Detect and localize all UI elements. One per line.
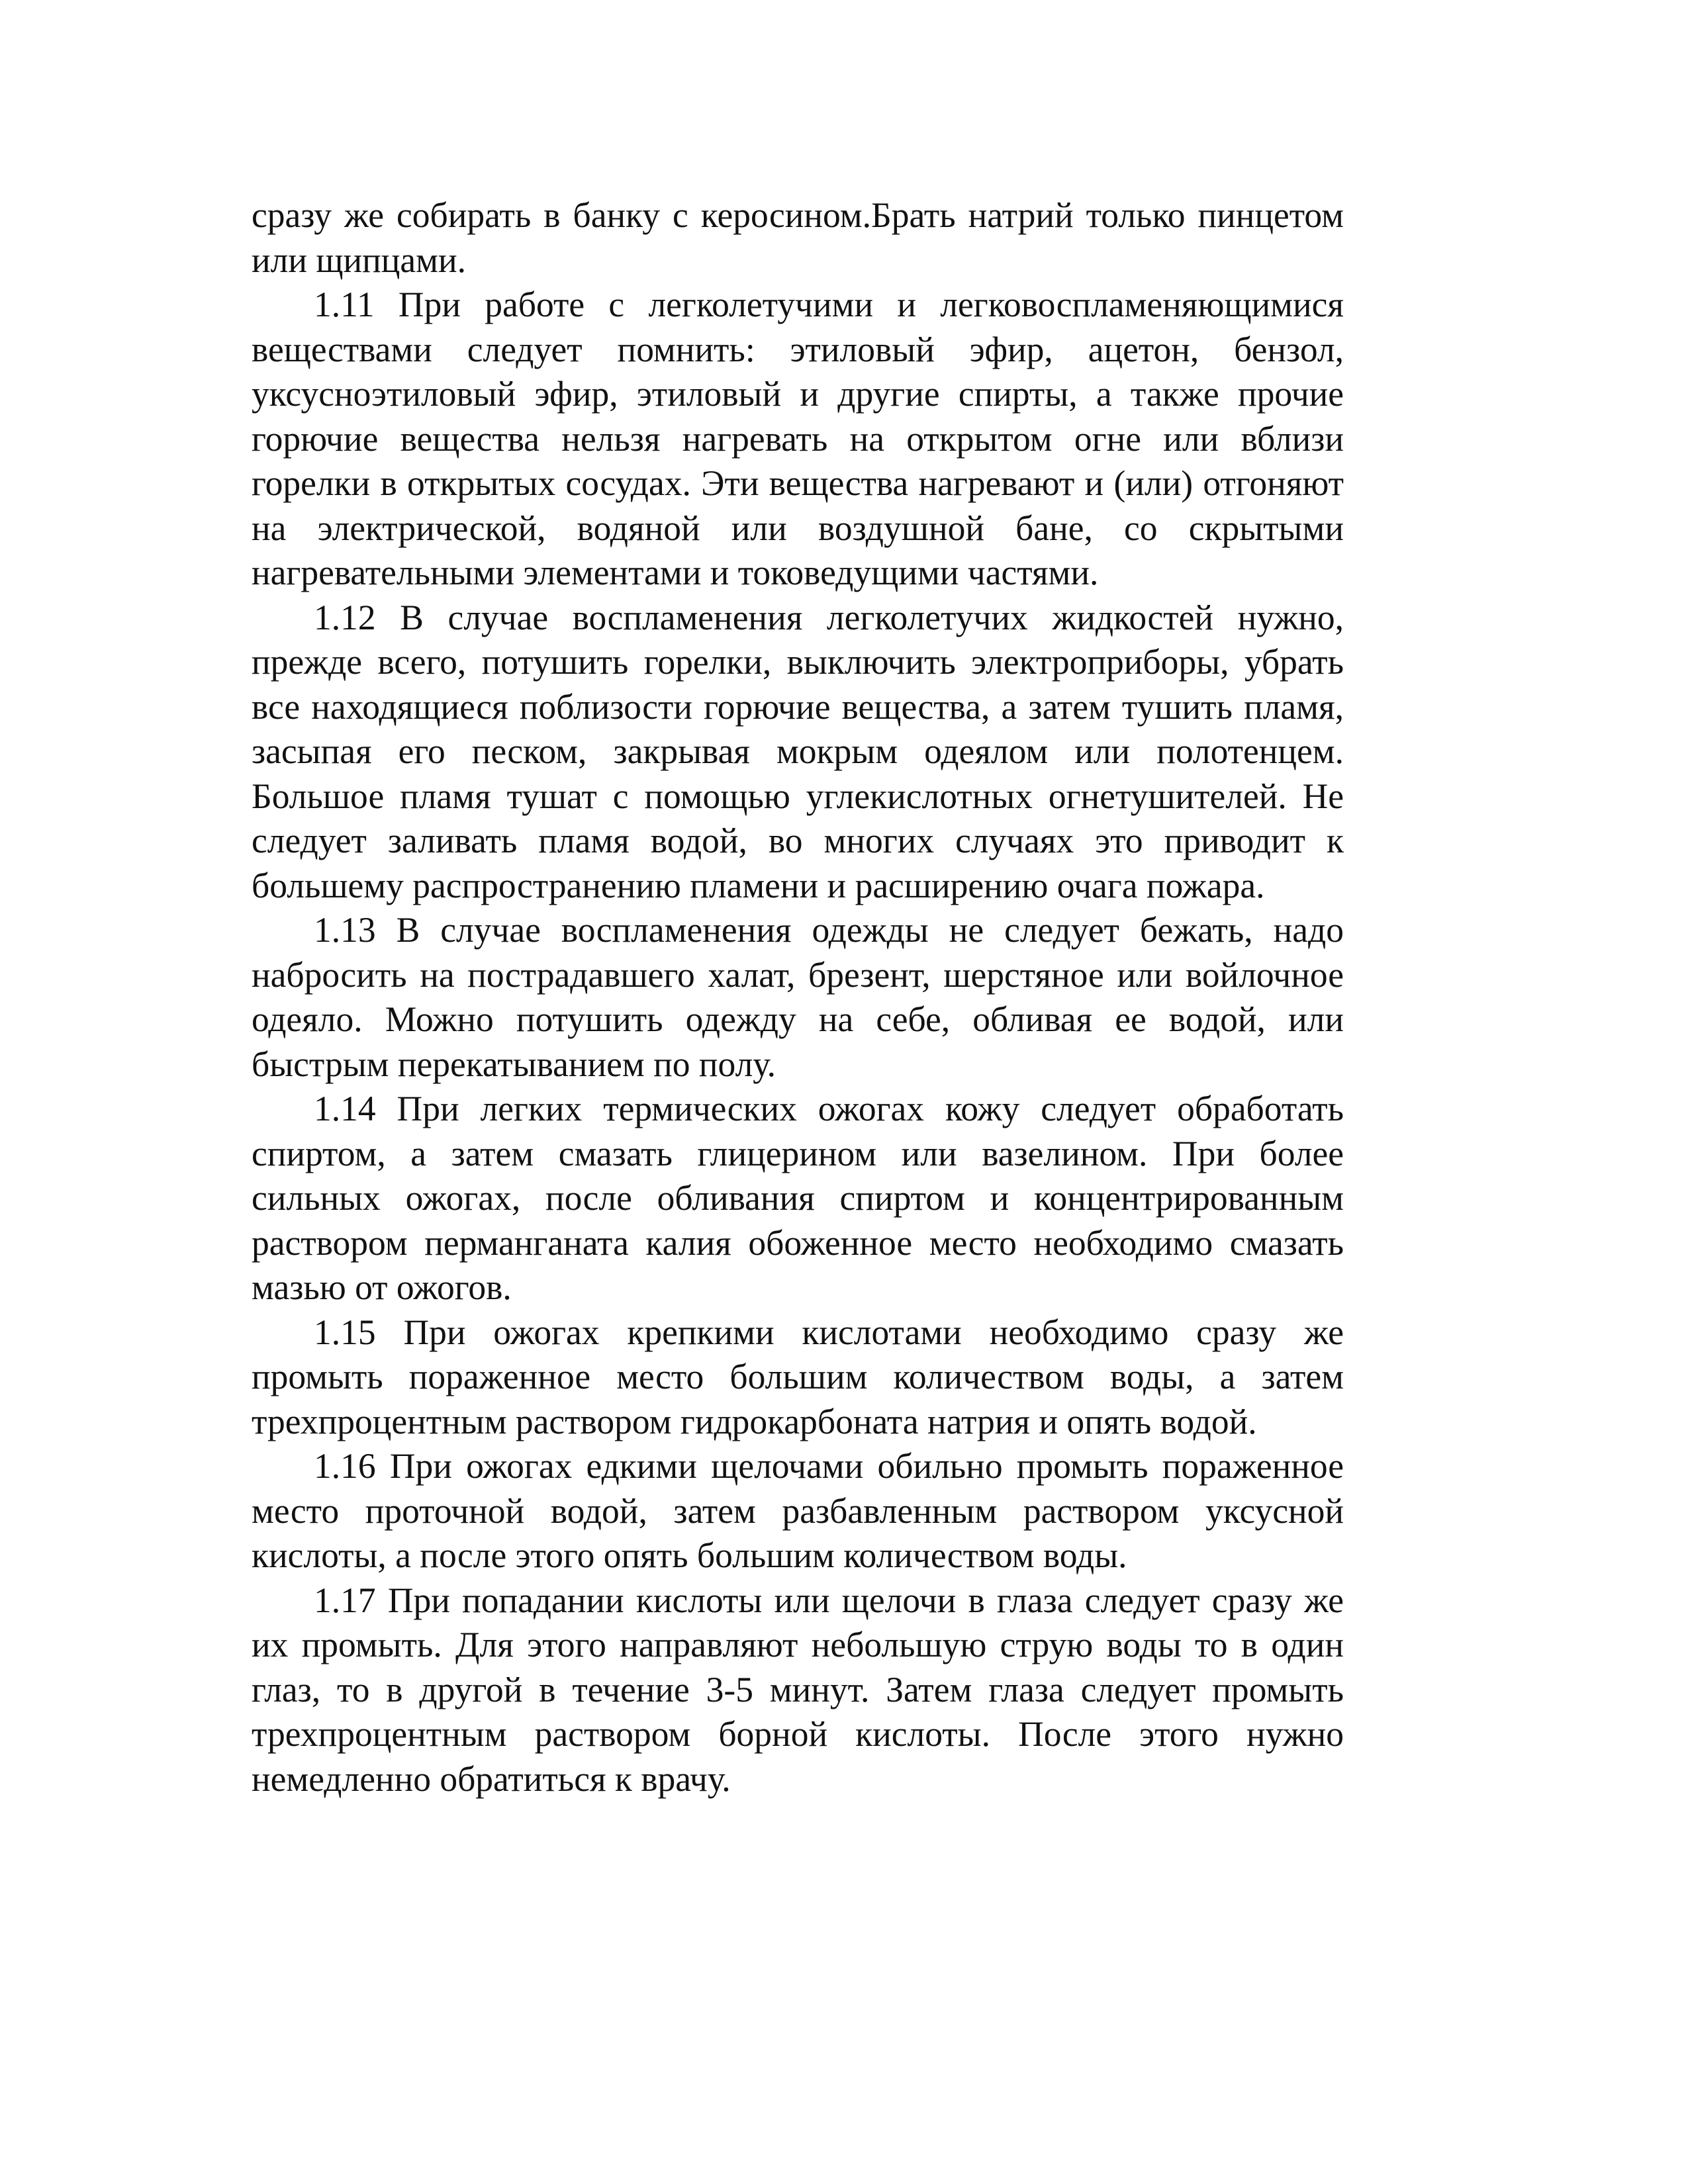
- document-body: [252, 193, 1344, 1801]
- paragraph-continuation: сразу же собирать в банку с керосином.Брать натрий только пинцетом или щипцами.: [252, 195, 1344, 280]
- paragraph-1-14: 1.14 При легких термических ожогах кожу следует обработать спиртом, а затем смазать глицерином или вазелином. При более сильных ожогах, после обливания спиртом и концентрированным раствором перманганата калия обоженное место необходимо смазать мазью от ожогов.: [252, 1089, 1344, 1307]
- paragraph-1-13: 1.13 В случае воспламенения одежды не следует бежать, надо набросить на пострадавшего халат, брезент, шерстяное или войлочное одеяло. Можно потушить одежду на себе, обливая ее водой, или быстрым перекатыванием по полу.: [252, 910, 1344, 1084]
- paragraph-1-17: 1.17 При попадании кислоты или щелочи в глаза следует сразу же их промыть. Для этого направляют небольшую струю воды то в один глаз, то в другой в течение 3-5 минут. Затем глаза следует промыть трехпроцентным раствором борной кислоты. После этого нужно немедленно обратиться к врачу.: [252, 1580, 1344, 1799]
- paragraph-1-15: 1.15 При ожогах крепкими кислотами необходимо сразу же промыть пораженное место большим количеством воды, а затем трехпроцентным раствором гидрокарбоната натрия и опять водой.: [252, 1312, 1344, 1441]
- paragraph-1-16: 1.16 При ожогах едкими щелочами обильно промыть пораженное место проточной водой, затем разбавленным раствором уксусной кислоты, а после этого опять большим количеством воды.: [252, 1446, 1344, 1575]
- paragraph-1-12: 1.12 В случае воспламенения легколетучих жидкостей нужно, прежде всего, потушить горелки, выключить электроприборы, убрать все находящиеся поблизости горючие вещества, а затем тушить пламя, засыпая его песком, закрывая мокрым одеялом или полотенцем. Большое пламя тушат с помощью углекислотных огнетушителей. Не следует заливать пламя водой, во многих случаях это приводит к большему распространению пламени и расширению очага пожара.: [252, 597, 1344, 905]
- paragraph-1-11: 1.11 При работе с легколетучими и легковоспламеняющимися веществами следует помнить: этиловый эфир, ацетон, бензол, уксусноэтиловый эфир, этиловый и другие спирты, а также прочие горючие вещества нельзя нагревать на открытом огне или вблизи горелки в открытых сосудах. Эти вещества нагревают и (или) отгоняют на электрической, водяной или воздушной бане, со скрытыми нагревательными элементами и токоведущими частями.: [252, 285, 1344, 592]
